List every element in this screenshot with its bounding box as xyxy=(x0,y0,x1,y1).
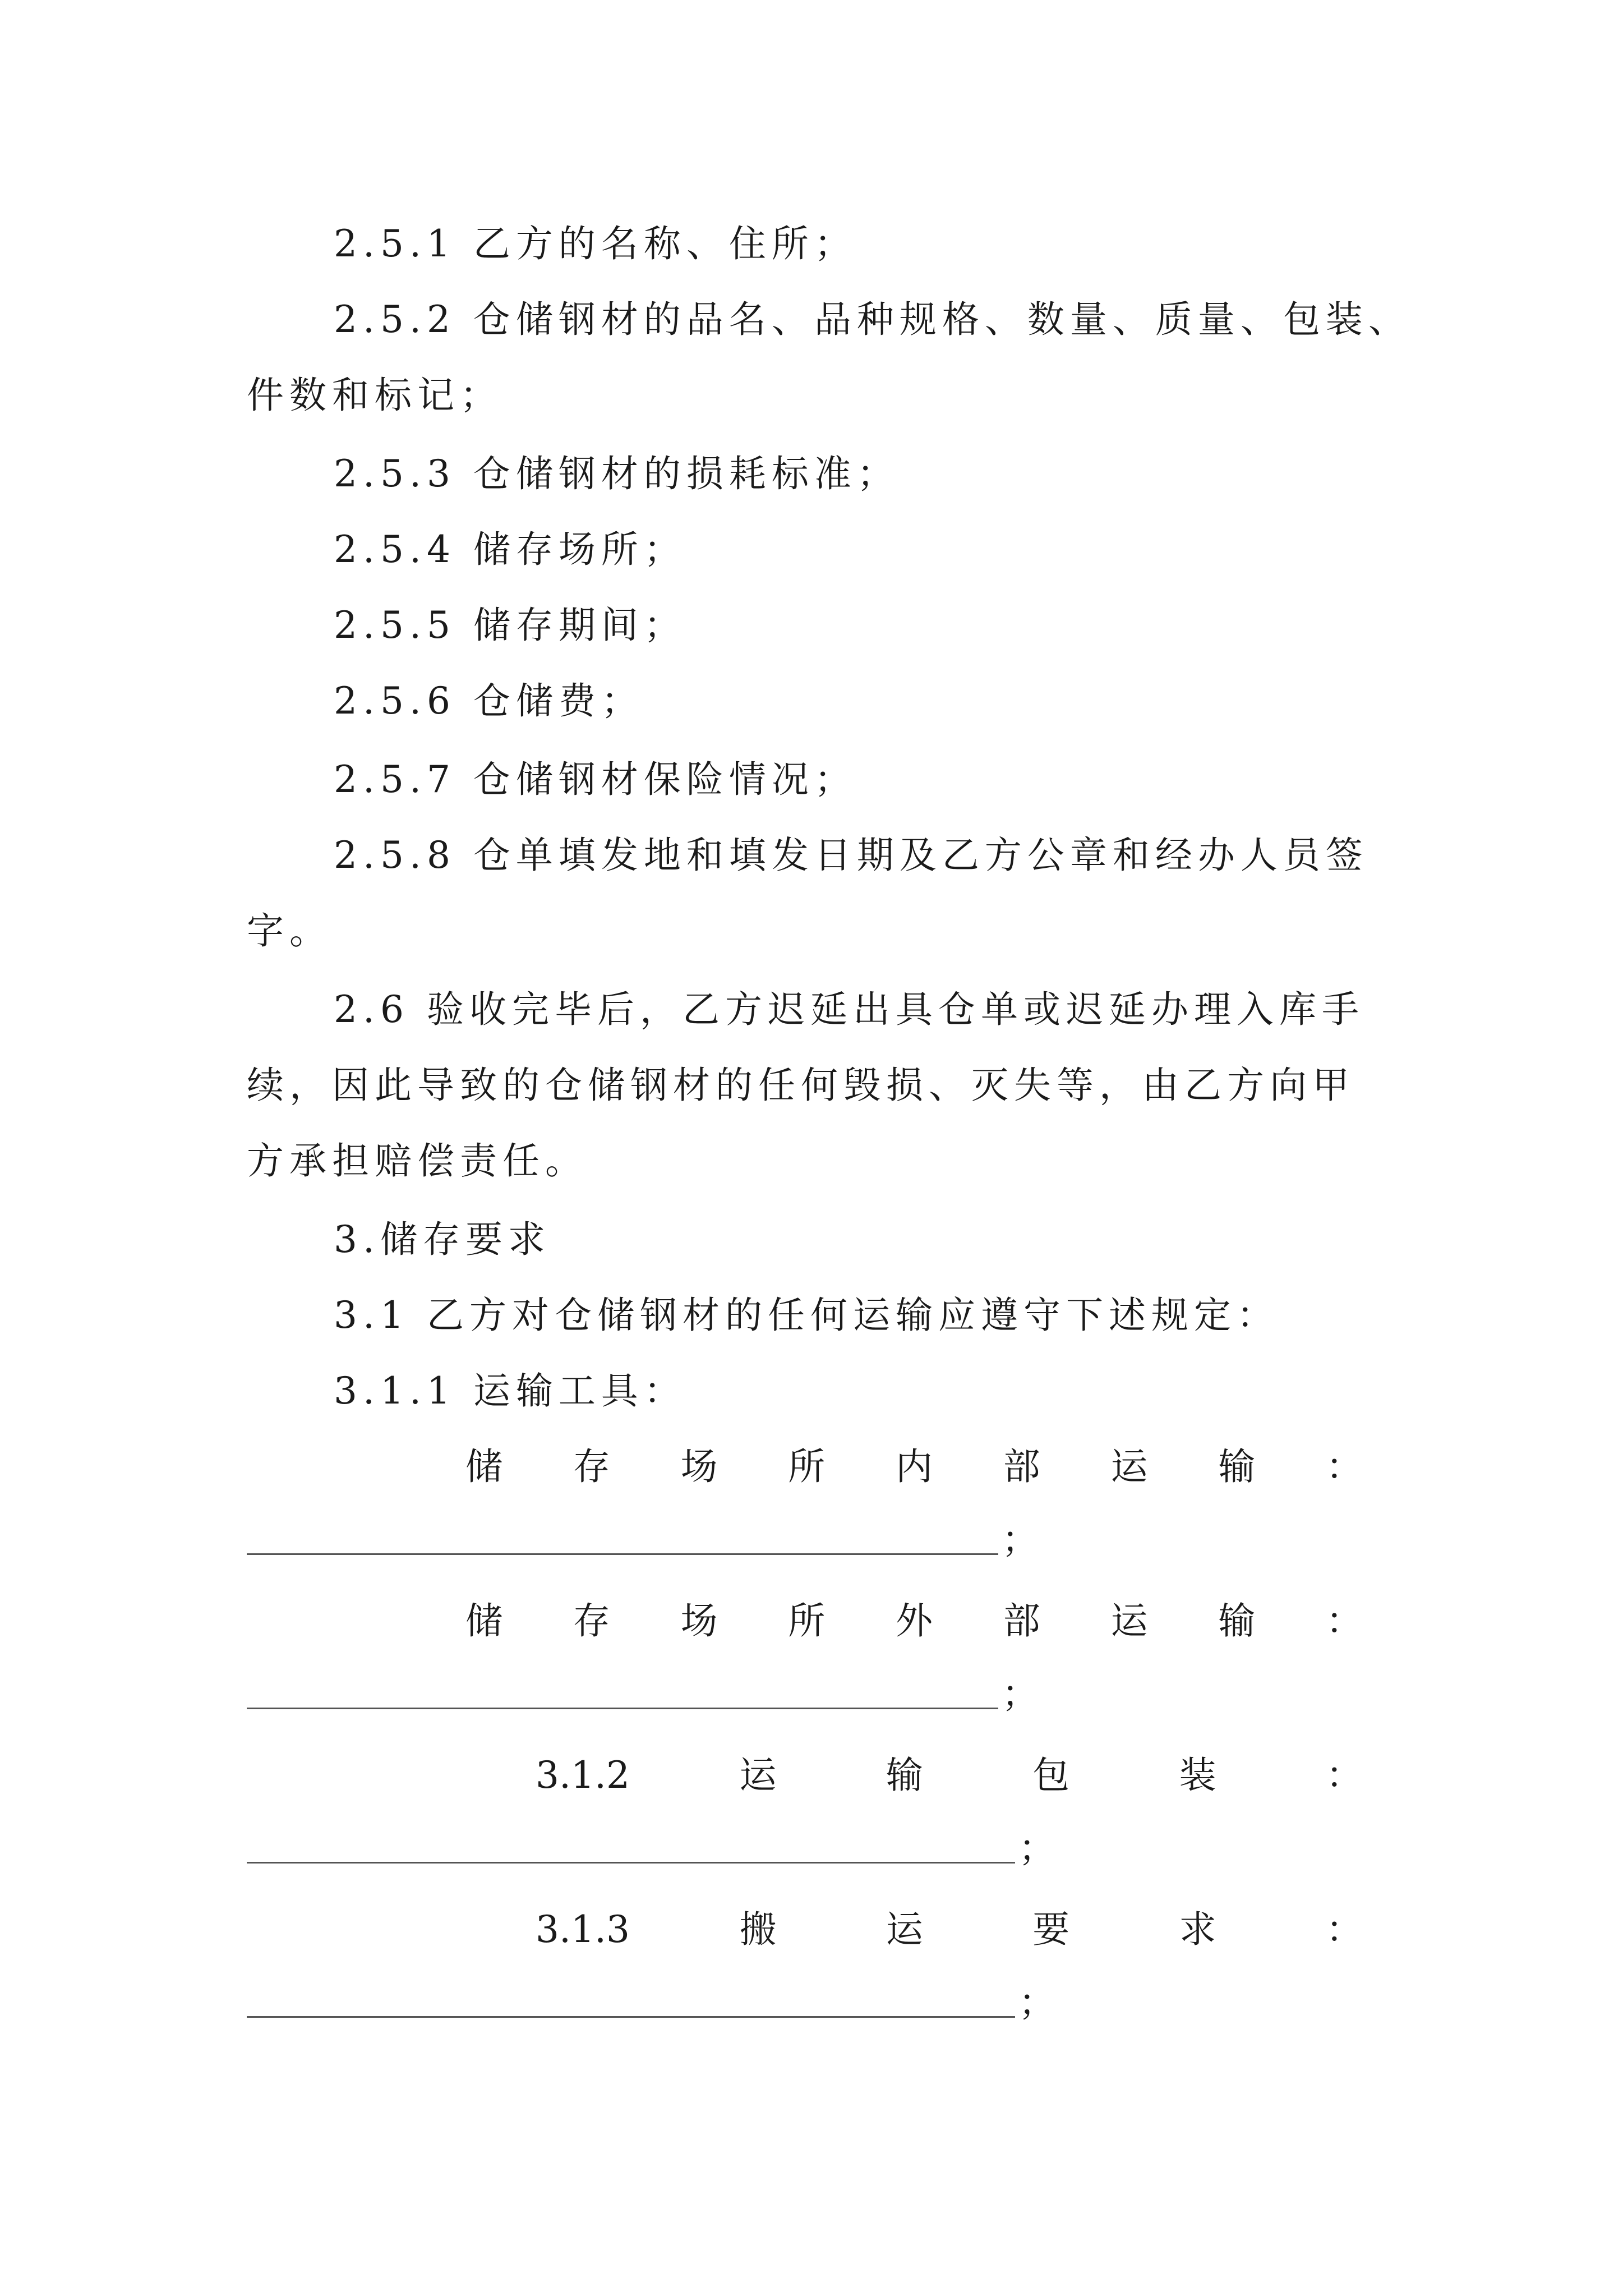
label-number: 3.1.3 xyxy=(536,1908,630,1951)
label-char: ： xyxy=(1326,1445,1363,1488)
internal-transport-blank[interactable] xyxy=(247,1519,998,1555)
clause-2-5-3: 2.5.3 仓储钢材的损耗标准； xyxy=(334,452,900,495)
label-char: 场 xyxy=(680,1445,718,1488)
label-char: 外 xyxy=(896,1599,933,1642)
clause-2-6: 2.6 验收完毕后，乙方迟延出具仓单或迟延办理入库手 xyxy=(334,988,1364,1031)
clause-2-5-5: 2.5.5 储存期间； xyxy=(334,604,686,647)
clause-2-5-4: 2.5.4 储存场所； xyxy=(334,528,686,571)
clause-3-1: 3.1 乙方对仓储钢材的任何运输应遵守下述规定： xyxy=(334,1294,1279,1337)
label-char: ： xyxy=(1325,1754,1363,1797)
field-external-transport-blank-row xyxy=(247,1669,1039,1719)
section-3-heading: 3.储存要求 xyxy=(334,1218,551,1261)
label-char: 所 xyxy=(788,1445,826,1488)
clause-2-5-1: 2.5.1 乙方的名称、住所； xyxy=(334,222,857,265)
label-char: 包 xyxy=(1032,1754,1070,1797)
label-char: 储 xyxy=(465,1599,502,1642)
semicolon: ； xyxy=(1018,1826,1055,1870)
label-char: ： xyxy=(1326,1599,1363,1642)
clause-2-5-2: 2.5.2 仓储钢材的品名、品种规格、数量、质量、包装、 xyxy=(334,298,1411,341)
label-char: 储 xyxy=(465,1445,502,1488)
label-char: ： xyxy=(1325,1908,1363,1951)
clause-2-5-8: 2.5.8 仓单填发地和填发日期及乙方公章和经办人员签 xyxy=(334,834,1368,877)
label-char: 部 xyxy=(1003,1445,1040,1488)
label-char: 场 xyxy=(680,1599,718,1642)
clause-2-6-cont2: 方承担赔偿责任。 xyxy=(247,1139,588,1182)
handling-requirements-blank[interactable] xyxy=(247,1981,1015,2018)
label-char: 搬 xyxy=(739,1908,777,1951)
label-number: 3.1.2 xyxy=(536,1754,630,1797)
clause-2-5-6: 2.5.6 仓储费； xyxy=(334,679,644,723)
label-char: 内 xyxy=(896,1445,933,1488)
label-char: 运 xyxy=(1110,1599,1148,1642)
label-char: 存 xyxy=(573,1445,610,1488)
field-handling-requirements-blank-row xyxy=(247,1977,1055,2028)
clause-2-5-2-cont: 件数和标记； xyxy=(247,374,502,417)
label-char: 部 xyxy=(1003,1599,1040,1642)
field-transport-packaging-label xyxy=(536,1750,1363,1801)
label-char: 输 xyxy=(886,1754,923,1797)
label-char: 要 xyxy=(1032,1908,1070,1951)
field-internal-transport-blank-row xyxy=(247,1515,1039,1565)
label-char: 所 xyxy=(788,1599,826,1642)
clause-3-1-1: 3.1.1 运输工具： xyxy=(334,1369,686,1412)
clause-2-5-7: 2.5.7 仓储钢材保险情况； xyxy=(334,758,857,801)
label-char: 输 xyxy=(1218,1445,1256,1488)
label-char: 运 xyxy=(886,1908,923,1951)
label-char: 存 xyxy=(573,1599,610,1642)
clause-2-6-cont1: 续，因此导致的仓储钢材的任何毁损、灭失等，由乙方向甲 xyxy=(247,1064,1355,1107)
field-handling-requirements-label xyxy=(536,1904,1363,1955)
label-char: 输 xyxy=(1218,1599,1256,1642)
transport-packaging-blank[interactable] xyxy=(247,1827,1015,1864)
label-char: 求 xyxy=(1179,1908,1216,1951)
field-transport-packaging-blank-row xyxy=(247,1823,1055,1874)
field-external-transport-label xyxy=(465,1596,1363,1646)
semicolon: ； xyxy=(1002,1518,1039,1561)
external-transport-blank[interactable] xyxy=(247,1673,998,1709)
label-char: 运 xyxy=(739,1754,777,1797)
label-char: 运 xyxy=(1110,1445,1148,1488)
field-internal-transport-label xyxy=(465,1442,1363,1492)
clause-2-5-8-cont: 字。 xyxy=(247,909,332,953)
semicolon: ； xyxy=(1002,1672,1039,1715)
semicolon: ； xyxy=(1018,1981,1055,2024)
label-char: 装 xyxy=(1179,1754,1216,1797)
